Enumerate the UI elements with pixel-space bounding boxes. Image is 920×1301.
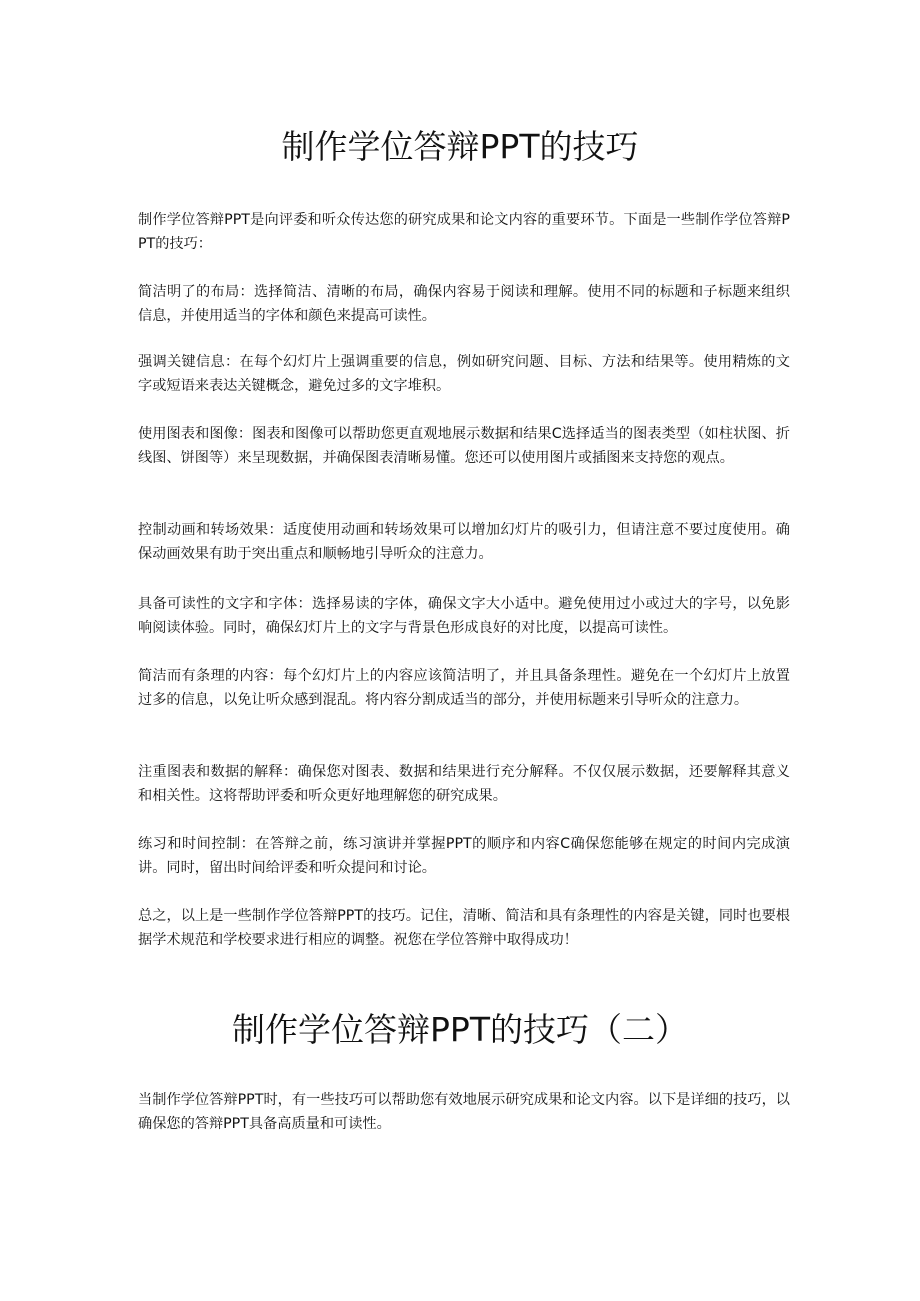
- tip-readability-paragraph: 具备可读性的文字和字体：选择易读的字体，确保文字大小适中。避免使用过小或过大的字号，以免影响阅读体验。同时，确保幻灯片上的文字与背景色形成良好的对比度，以提高可读性。: [138, 596, 790, 636]
- tip-explanation-paragraph: 注重图表和数据的解释：确保您对图表、数据和结果进行充分解释。不仅仅展示数据，还要解释其意义和相关性。这将帮助评委和听众更好地理解您的研究成果。: [138, 764, 790, 804]
- tip-content-paragraph: 简洁而有条理的内容：每个幻灯片上的内容应该简洁明了，并且具备条理性。避免在一个幻灯片上放置过多的信息，以免让听众感到混乱。将内容分割成适当的部分，并使用标题来引导听众的注意力。: [138, 668, 790, 708]
- tip-practice-paragraph: 练习和时间控制：在答辩之前，练习演讲并掌握PPT的顺序和内容C确保您能够在规定的时间内完成演讲。同时，留出时间给评委和听众提问和讨论。: [138, 836, 790, 876]
- tip-layout-paragraph: 简洁明了的布局：选择简洁、清晰的布局，确保内容易于阅读和理解。使用不同的标题和子标题来组织信息，并使用适当的字体和颜色来提高可读性。: [138, 284, 790, 324]
- tip-key-info-paragraph: 强调关键信息：在每个幻灯片上强调重要的信息，例如研究问题、目标、方法和结果等。使用精炼的文字或短语来表达关键概念，避免过多的文字堆积。: [138, 354, 790, 394]
- section-intro-paragraph: 当制作学位答辩PPT时，有一些技巧可以帮助您有效地展示研究成果和论文内容。以下是详细的技巧，以确保您的答辩PPT具备高质量和可读性。: [138, 1092, 790, 1132]
- intro-paragraph: 制作学位答辩PPT是向评委和听众传达您的研究成果和论文内容的重要环节。下面是一些制作学位答辩PPT的技巧：: [138, 212, 790, 252]
- tip-charts-paragraph: 使用图表和图像：图表和图像可以帮助您更直观地展示数据和结果C选择适当的图表类型（如柱状图、折线图、饼图等）来呈现数据，并确保图表清晰易懂。您还可以使用图片或插图来支持您的观点。: [138, 426, 790, 466]
- tip-animation-paragraph: 控制动画和转场效果：适度使用动画和转场效果可以增加幻灯片的吸引力，但请注意不要过度使用。确保动画效果有助于突出重点和顺畅地引导听众的注意力。: [138, 522, 790, 562]
- summary-paragraph: 总之，以上是一些制作学位答辩PPT的技巧。记住，清晰、简洁和具有条理性的内容是关键，同时也要根据学术规范和学校要求进行相应的调整。祝您在学位答辩中取得成功！: [138, 908, 790, 948]
- page-title: 制作学位答辩PPT的技巧: [281, 127, 639, 166]
- section-title: 制作学位答辩PPT的技巧（二）: [232, 1010, 688, 1049]
